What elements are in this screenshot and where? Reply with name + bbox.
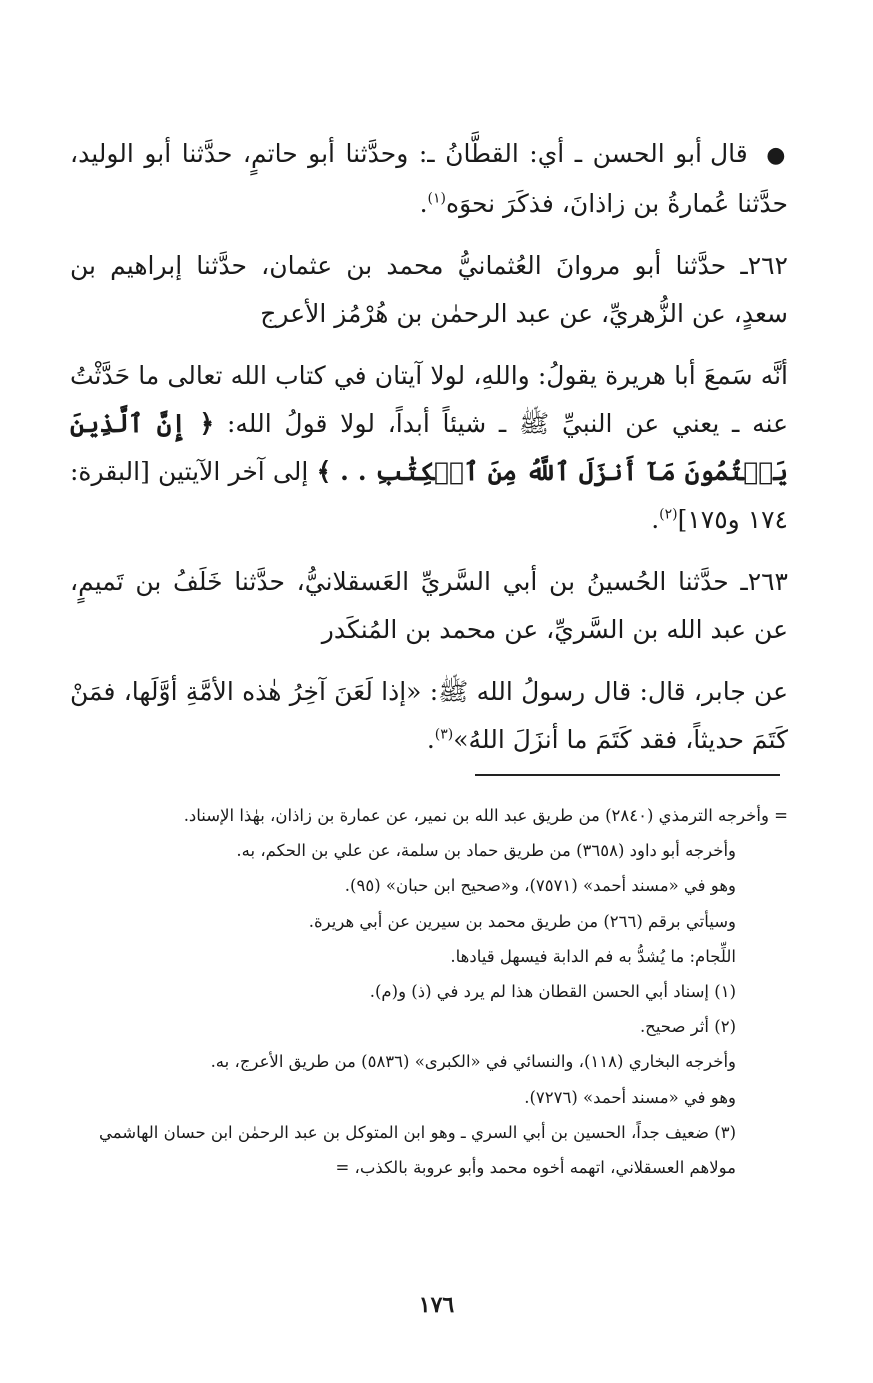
hadith-263-text bbox=[70, 668, 788, 764]
hadith-262-isnad: ٢٦٢ـ حدَّثنا أبو مروانَ العُثمانيُّ محمد بن عثمان، حدَّثنا إبراهيم بن سعدٍ، عن الزُّهريِّ، عن عبد الرحمٰن بن هُرْمُز الأعرج bbox=[70, 251, 788, 328]
intro-paragraph bbox=[70, 130, 788, 228]
footnote-line: وأخرجه أبو داود (٣٦٥٨) من طريق حماد بن سلمة، عن علي بن الحكم، به. bbox=[236, 841, 736, 861]
quran-verse: ﴿ إِنَّ ٱلَّذِينَ يَكۡتُمُونَ مَآ أَنزَلَ ٱللَّهُ مِنَ ٱلۡكِتَٰبِ . . ﴾ bbox=[70, 409, 788, 486]
hadith-262-end: . bbox=[651, 505, 660, 534]
hadith-262-matn: أنَّه سَمعَ أبا هريرة يقولُ: واللهِ، لولا آيتان في كتاب الله تعالى ما حَدَّثْتُ عنه ـ يعني عن النبيِّ ﷺ ـ شيئاً أبداً، لولا قولُ الله: bbox=[70, 361, 788, 438]
hadith-262-matn-cont: إلى آخر الآيتين [البقرة: ١٧٤ و١٧٥] bbox=[70, 457, 788, 534]
footnote-line: (١) إسناد أبي الحسن القطان هذا لم يرد في (ذ) و(م). bbox=[369, 982, 736, 1002]
footnote-ref-1[interactable]: (١) bbox=[427, 190, 447, 207]
intro-text: قال أبو الحسن ـ أي: القطَّانُ ـ: وحدَّثنا أبو حاتمٍ، حدَّثنا أبو الوليد، حدَّثنا عُمارةُ بن زاذانَ، فذكَرَ نحوَه bbox=[70, 139, 788, 218]
intro-end: . bbox=[419, 189, 428, 218]
footnote-ref-2[interactable]: (٢) bbox=[659, 506, 678, 523]
footnote-line: وهو في «مسند أحمد» (٧٥٧١)، و«صحيح ابن حبان» (٩٥). bbox=[344, 876, 736, 896]
footnote-line: وسيأتي برقم (٢٦٦) من طريق محمد بن سيرين عن أبي هريرة. bbox=[308, 911, 736, 931]
bullet-icon: ● bbox=[766, 143, 788, 168]
hadith-263-end: . bbox=[426, 725, 435, 754]
main-text bbox=[70, 130, 788, 778]
footnote-line: (٣) ضعيف جداً، الحسين بن أبي السري ـ وهو ابن المتوكل بن عبد الرحمٰن ابن حسان الهاشمي مولاهم العسقلاني، اتهمه أخوه محمد وأبو عروبة بالكذب، = bbox=[98, 1122, 736, 1178]
footnote-line: = وأخرجه الترمذي (٢٨٤٠) من طريق عبد الله بن نمير، عن عمارة بن زاذان، بهٰذا الإسناد. bbox=[183, 806, 788, 825]
hadith-263-chain bbox=[70, 558, 788, 654]
hadith-262-chain bbox=[70, 242, 788, 338]
hadith-263-isnad: ٢٦٣ـ حدَّثنا الحُسينُ بن أبي السَّريِّ العَسقلانيُّ، حدَّثنا خَلَفُ بن تَميمٍ، عن عبد الله بن السَّريِّ، عن محمد بن المُنكَدر bbox=[70, 567, 788, 644]
hadith-263-matn: عن جابر، قال: قال رسولُ الله ﷺ: «إذا لَعَنَ آخِرُ هٰذه الأمَّةِ أوَّلَها، فمَنْ كَتَمَ حديثاً، فقد كَتَمَ ما أنزَلَ اللهُ» bbox=[70, 677, 788, 754]
footnote-ref-3[interactable]: (٣) bbox=[434, 726, 454, 743]
hadith-262-text bbox=[70, 352, 788, 544]
footnote-line: اللِّجام: ما يُشدُّ به فم الدابة فيسهل قيادها. bbox=[450, 946, 736, 966]
footnotes bbox=[70, 798, 788, 1185]
footnote-line: وهو في «مسند أحمد» (٧٢٧٦). bbox=[524, 1087, 736, 1107]
footnote-divider bbox=[475, 774, 780, 776]
page-number: ١٧٦ bbox=[418, 1292, 455, 1318]
footnote-line: وأخرجه البخاري (١١٨)، والنسائي في «الكبرى» (٥٨٣٦) من طريق الأعرج، به. bbox=[210, 1052, 736, 1072]
footnote-line: (٢) أثر صحيح. bbox=[639, 1017, 736, 1037]
